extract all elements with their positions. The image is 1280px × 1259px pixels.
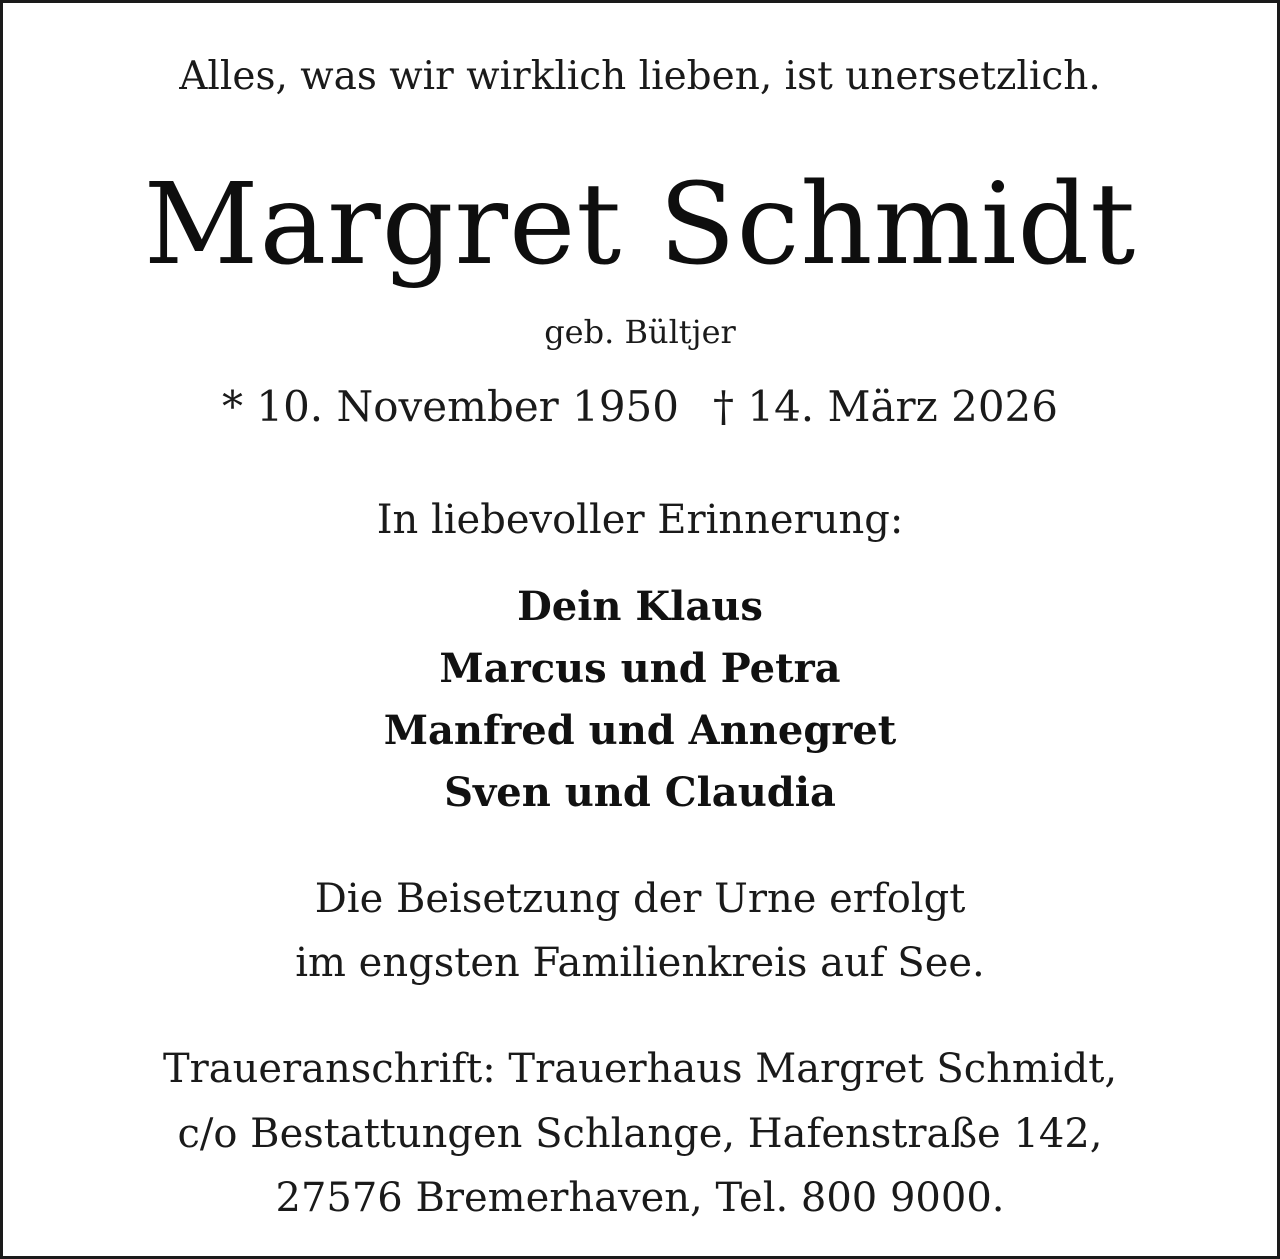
birth-date: * 10. November 1950 (222, 382, 679, 431)
death-date: † 14. März 2026 (713, 382, 1058, 431)
address-line: 27576 Bremerhaven, Tel. 800 9000. (275, 1175, 1005, 1221)
mourner-name: Marcus und Petra (439, 645, 841, 692)
deceased-name: Margret Schmidt (143, 160, 1137, 290)
memory-heading: In liebevoller Erinnerung: (376, 497, 904, 543)
birth-name: geb. Bültjer (544, 313, 736, 351)
mourner-name: Dein Klaus (517, 583, 763, 630)
address-line: c/o Bestattungen Schlange, Hafenstraße 142, (177, 1111, 1103, 1157)
mourner-name: Sven und Claudia (444, 769, 836, 816)
mourner-name: Manfred und Annegret (383, 707, 897, 754)
life-dates (3, 382, 1277, 431)
motto-text: Alles, was wir wirklich lieben, ist unersetzlich. (179, 54, 1101, 99)
burial-info-line: Die Beisetzung der Urne erfolgt (314, 876, 966, 922)
burial-info-line: im engsten Familienkreis auf See. (295, 940, 985, 986)
address-line: Traueranschrift: Trauerhaus Margret Schmidt, (162, 1046, 1118, 1092)
